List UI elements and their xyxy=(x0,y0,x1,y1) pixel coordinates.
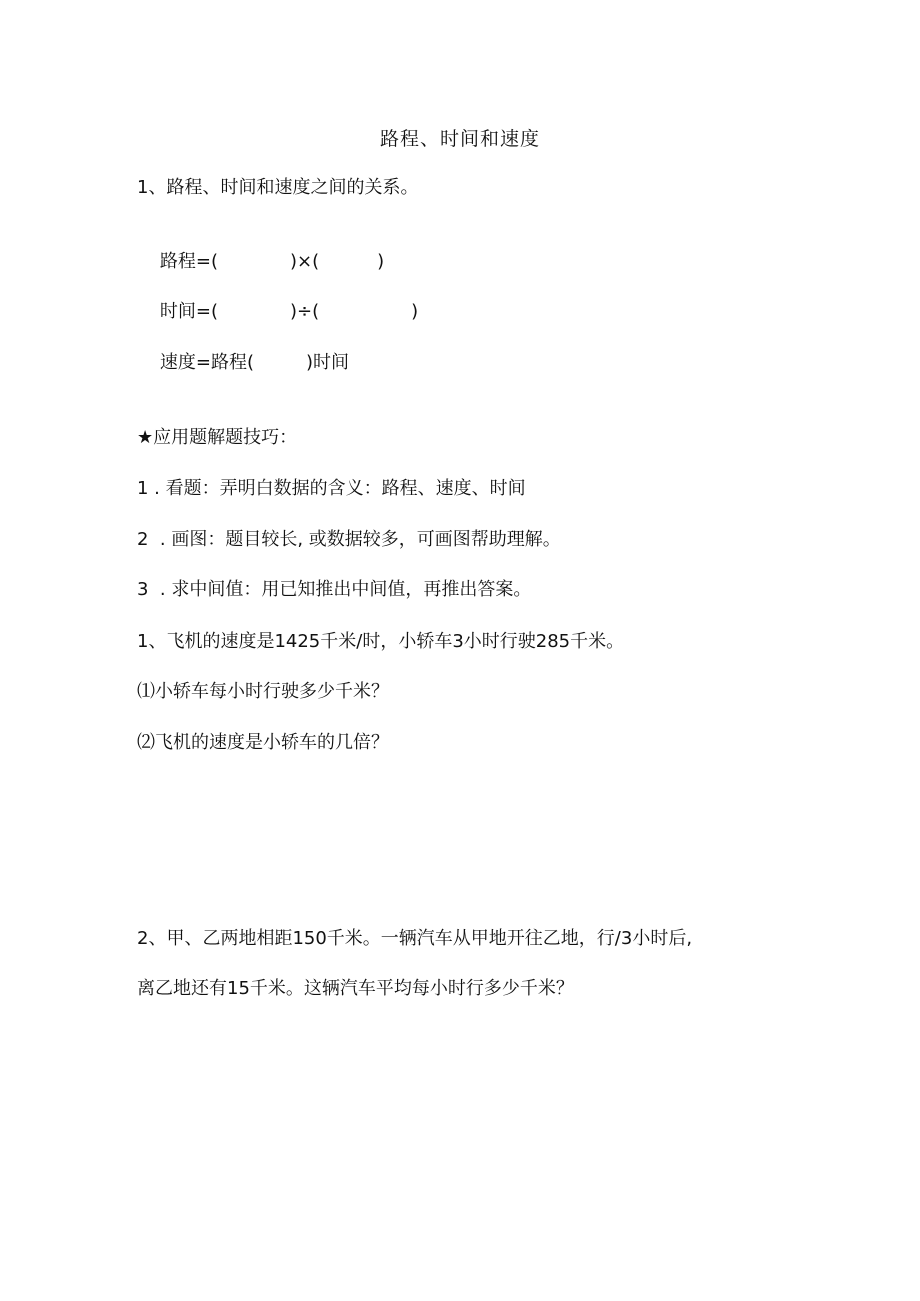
tip-item: 3 . 求中间值：用已知推出中间值，再推出答案。 xyxy=(137,579,532,600)
problem-1-text: 1、飞机的速度是1425千米/时，小轿车3小时行驶285千米。 xyxy=(137,631,625,652)
speed-formula-label: 速度=路程( xyxy=(159,352,254,373)
problem-1-question-2: ⑵飞机的速度是小轿车的几倍？ xyxy=(137,732,389,753)
distance-formula-label: 路程=( xyxy=(159,251,218,272)
tips-heading: ★应用题解题技巧： xyxy=(137,427,298,448)
speed-formula xyxy=(137,327,349,399)
tip-item: 1 . 看题：弄明白数据的含义：路程、速度、时间 xyxy=(137,478,526,499)
speed-formula-close: )时间 xyxy=(306,352,350,373)
tip-item: 2 . 画图：题目较长, 或数据较多，可画图帮助理解。 xyxy=(137,529,561,550)
page-title: 路程、时间和速度 xyxy=(379,128,540,150)
time-formula-operator: )÷( xyxy=(290,301,320,322)
relations-heading: 1、路程、时间和速度之间的关系。 xyxy=(137,177,419,198)
problem-1-question-1: ⑴小轿车每小时行驶多少千米？ xyxy=(137,681,389,702)
distance-formula-operator: )×( xyxy=(290,251,320,272)
problem-2-line-1: 2、甲、乙两地相距150千米。一辆汽车从甲地开往乙地，行/3小时后, xyxy=(137,928,693,949)
problem-2-line-2: 离乙地还有15千米。这辆汽车平均每小时行多少千米？ xyxy=(137,978,574,999)
time-formula-label: 时间=( xyxy=(159,301,218,322)
time-formula-close: ) xyxy=(411,301,419,322)
distance-formula-close: ) xyxy=(377,251,385,272)
